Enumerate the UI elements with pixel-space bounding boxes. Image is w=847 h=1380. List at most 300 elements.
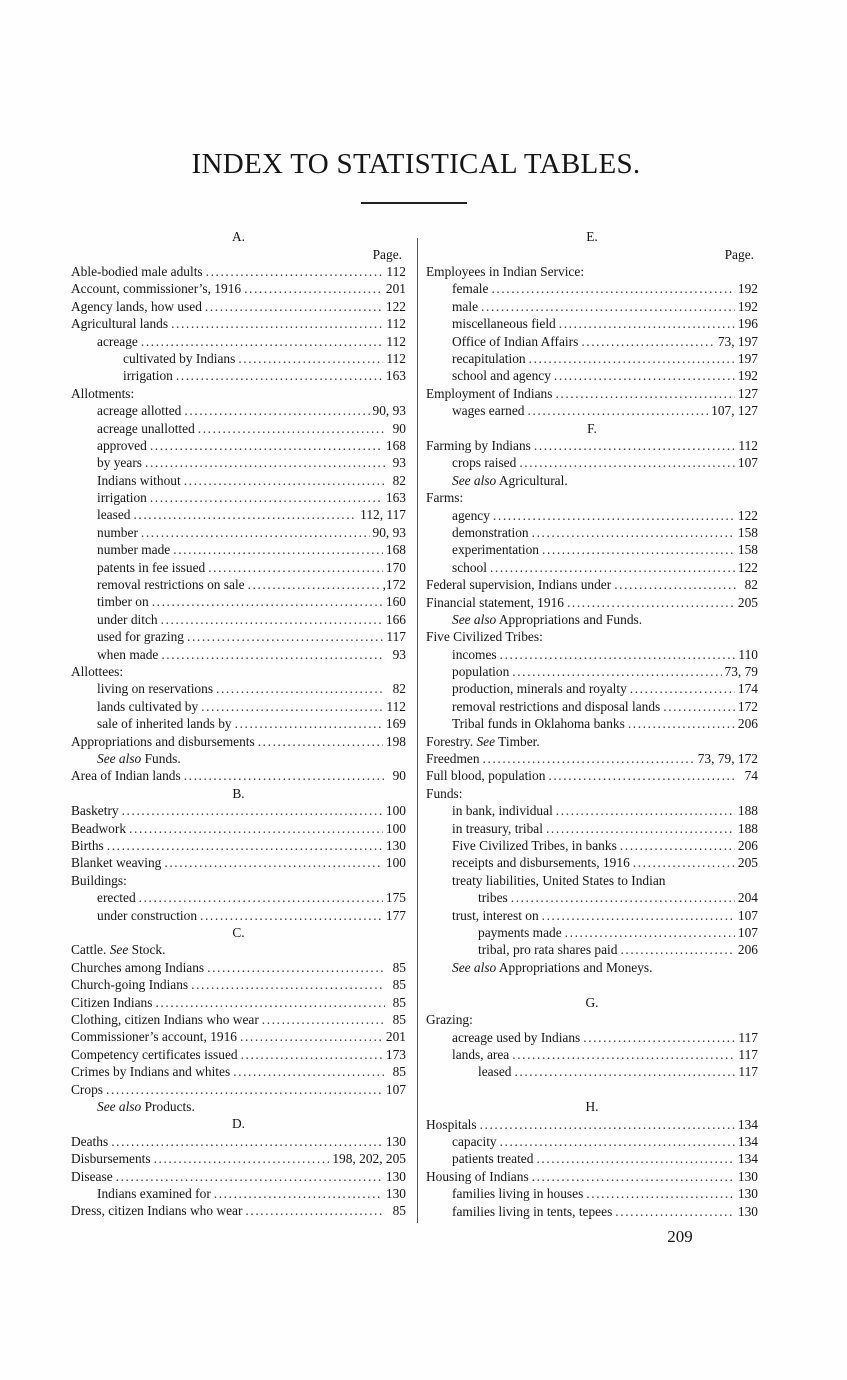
entry-page: 93 (392, 455, 406, 471)
entry-page: 134 (737, 1116, 758, 1132)
entry-label: Blanket weaving (71, 855, 162, 871)
entry-page: 90, 93 (372, 403, 406, 419)
leader-dots (133, 506, 357, 523)
leader-dots (491, 280, 734, 297)
index-entry (426, 1046, 758, 1063)
section-letter: C. (232, 924, 245, 940)
entry-page: 130 (385, 838, 406, 853)
entry-page: ,172 (382, 577, 406, 593)
index-entry (71, 994, 406, 1011)
entry-page: 122 (737, 507, 758, 523)
entry-page: 82 (392, 681, 406, 697)
entry-label: irrigation (123, 368, 173, 384)
index-entry (426, 889, 758, 906)
index-entry (426, 715, 758, 732)
entry-page: 110 (738, 646, 758, 662)
entry-label: Agency lands, how used (71, 298, 202, 314)
see-target: Products. (141, 1098, 195, 1114)
entry-label: capacity (452, 1134, 497, 1150)
leader-dots (129, 820, 383, 837)
leader-dots (184, 472, 385, 489)
entry-page: 85 (392, 959, 406, 975)
entry-page: 112 (386, 316, 406, 332)
entry-label: demonstration (452, 524, 529, 540)
index-entry (71, 1011, 406, 1028)
leader-dots (244, 280, 383, 297)
leader-dots (164, 854, 383, 871)
entry-label: tribal, pro rata shares paid (478, 942, 618, 958)
index-topic (426, 263, 758, 280)
index-entry (71, 1028, 406, 1045)
see-reference-text (452, 611, 642, 628)
see-target: Timber. (495, 733, 540, 749)
leader-dots (493, 507, 735, 524)
leader-dots (630, 680, 735, 697)
entry-page: 198, 202, 205 (332, 1151, 406, 1167)
entry-label: Account, commissioner’s, 1916 (71, 281, 242, 297)
index-entry (426, 1203, 758, 1220)
leader-dots (106, 1081, 383, 1098)
leader-dots (528, 402, 709, 419)
entry-label: Area of Indian lands (71, 768, 181, 784)
see-label: See (109, 942, 129, 958)
index-entry (71, 1133, 406, 1150)
entry-label: number made (97, 542, 171, 558)
entry-page: 169 (385, 716, 406, 732)
see-reference (71, 750, 406, 767)
entry-page: 188 (737, 803, 758, 819)
leader-dots (198, 420, 385, 437)
leader-dots (490, 559, 735, 576)
entry-label: Deaths (71, 1133, 109, 1149)
see-reference-text (97, 750, 181, 767)
index-entry (71, 698, 406, 715)
entry-label: families living in tents, tepees (452, 1203, 613, 1219)
leader-dots (150, 437, 383, 454)
entry-label: Births (71, 838, 104, 853)
index-entry (71, 715, 406, 732)
index-entry (71, 1185, 406, 1202)
entry-page: 163 (385, 368, 406, 384)
index-entry (426, 837, 758, 854)
entry-label: payments made (478, 924, 562, 940)
leader-dots (176, 367, 383, 384)
entry-label: female (452, 281, 489, 297)
entry-label: Dress, citizen Indians who wear (71, 1203, 243, 1219)
index-entry (71, 907, 406, 924)
entry-label: Full blood, population (426, 768, 546, 784)
entry-page: 205 (737, 594, 758, 610)
entry-page: 85 (392, 977, 406, 993)
leader-dots (483, 750, 695, 767)
index-entry (426, 646, 758, 663)
entry-label: treaty liabilities, United States to Indian (452, 872, 666, 888)
see-target: Appropriations and Funds. (496, 611, 643, 627)
entry-label: Freedmen (426, 751, 480, 767)
see-label: See also (452, 611, 497, 627)
leader-dots (205, 298, 383, 315)
index-entry (426, 820, 758, 837)
entry-page: 73, 79, 172 (697, 751, 758, 767)
see-reference (426, 611, 758, 628)
entry-page: 85 (392, 994, 406, 1010)
leader-dots (245, 1202, 385, 1219)
entry-label: removal restrictions on sale (97, 577, 245, 593)
entry-label: when made (97, 646, 159, 662)
entry-page: 117 (386, 629, 406, 645)
index-entry (71, 263, 406, 280)
leader-dots (141, 524, 370, 541)
index-entry (426, 559, 758, 576)
entry-label: acreage (97, 333, 138, 349)
index-entry (71, 524, 406, 541)
entry-page: 170 (385, 559, 406, 575)
entry-label: families living in houses (452, 1186, 584, 1202)
entry-label: Financial statement, 1916 (426, 594, 564, 610)
entry-page: 168 (385, 542, 406, 558)
index-topic (426, 785, 758, 802)
index-entry (71, 1150, 406, 1167)
entry-page: 127 (737, 385, 758, 401)
leader-dots (139, 889, 383, 906)
entry-label: Appropriations and disbursements (71, 733, 255, 749)
index-entry (426, 298, 758, 315)
entry-label: lands cultivated by (97, 698, 199, 714)
leader-dots (586, 1185, 735, 1202)
entry-page: 117 (738, 1046, 758, 1062)
entry-label: school and agency (452, 368, 551, 384)
entry-label: Basketry (71, 803, 119, 819)
leader-dots (583, 1029, 735, 1046)
see-reference-text (71, 941, 165, 958)
leader-dots (150, 489, 383, 506)
leader-dots (152, 593, 383, 610)
leader-dots (511, 889, 735, 906)
see-label: See also (97, 1098, 142, 1114)
index-entry (426, 1133, 758, 1150)
entry-page: 192 (737, 298, 758, 314)
leader-dots (238, 350, 383, 367)
entry-page: 90 (392, 768, 406, 784)
index-entry (71, 854, 406, 871)
entry-label: population (452, 664, 510, 680)
entry-page: 168 (385, 437, 406, 453)
entry-page: 93 (392, 646, 406, 662)
entry-page: 74 (744, 768, 758, 784)
index-entry (71, 976, 406, 993)
column-divider (417, 238, 418, 1223)
leader-dots (184, 767, 385, 784)
leader-dots (581, 333, 715, 350)
index-entry (426, 854, 758, 871)
index-entry (71, 837, 406, 854)
entry-label: patients treated (452, 1151, 534, 1167)
see-reference (426, 733, 758, 750)
leader-dots (241, 1046, 383, 1063)
leader-dots (262, 1011, 385, 1028)
entry-label: number (97, 524, 138, 540)
entry-label: removal restrictions and disposal lands (452, 698, 661, 714)
index-entry (426, 802, 758, 819)
leader-dots (481, 298, 735, 315)
index-entry (426, 333, 758, 350)
leader-dots (107, 837, 383, 854)
leader-dots (542, 907, 735, 924)
entry-label: lands, area (452, 1046, 510, 1062)
entry-page: 100 (385, 820, 406, 836)
entry-label: timber on (97, 594, 149, 610)
entry-label: Indians without (97, 472, 181, 488)
entry-label: Employees in Indian Service: (426, 264, 585, 279)
entry-label: Disease (71, 1168, 113, 1184)
index-entry (71, 489, 406, 506)
leader-dots (122, 802, 383, 819)
leader-dots (161, 611, 383, 628)
index-entry (71, 298, 406, 315)
entry-label: Church-going Indians (71, 977, 189, 993)
entry-page: 73, 197 (717, 333, 758, 349)
index-entry (71, 1202, 406, 1219)
section-letter: G. (585, 994, 599, 1010)
index-entry (71, 1063, 406, 1080)
entry-page: 163 (385, 490, 406, 506)
entry-page: 112, 117 (360, 507, 406, 523)
entry-page: 177 (385, 907, 406, 923)
entry-label: Indians examined for (97, 1186, 211, 1202)
page-title: INDEX TO STATISTICAL TABLES. (191, 148, 641, 180)
index-topic (71, 663, 406, 680)
entry-label: Federal supervision, Indians under (426, 577, 612, 593)
leader-dots (141, 333, 384, 350)
leader-dots (556, 802, 735, 819)
entry-page: 130 (385, 1133, 406, 1149)
entry-page: 173 (385, 1046, 406, 1062)
index-entry (426, 924, 758, 941)
leader-dots (161, 646, 385, 663)
entry-label: acreage allotted (97, 403, 182, 419)
entry-page: 90, 93 (372, 524, 406, 540)
entry-page: 198 (385, 733, 406, 749)
index-entry (71, 576, 406, 593)
entry-page: 82 (392, 472, 406, 488)
leader-dots (111, 1133, 383, 1150)
index-entry (426, 350, 758, 367)
index-entry (426, 663, 758, 680)
entry-label: Clothing, citizen Indians who wear (71, 1012, 259, 1028)
index-entry (426, 437, 758, 454)
entry-page: 122 (385, 298, 406, 314)
entry-label: Able-bodied male adults (71, 264, 203, 279)
spacer (426, 976, 758, 994)
index-entry (71, 420, 406, 437)
see-target: Appropriations and Moneys. (496, 959, 653, 975)
entry-label: Funds: (426, 785, 463, 801)
index-entry (71, 315, 406, 332)
entry-label: acreage unallotted (97, 420, 195, 436)
entry-label: Churches among Indians (71, 959, 205, 975)
entry-page: 90 (392, 420, 406, 436)
entry-label: in treasury, tribal (452, 820, 543, 836)
index-entry (71, 333, 406, 350)
entry-page: 107 (737, 907, 758, 923)
index-entry (71, 350, 406, 367)
see-reference-text (452, 472, 568, 489)
leader-dots (519, 454, 735, 471)
see-target: Funds. (141, 750, 181, 766)
entry-page: 130 (737, 1186, 758, 1202)
entry-page: 85 (392, 1064, 406, 1080)
leader-dots (615, 1203, 735, 1220)
entry-label: production, minerals and royalty (452, 681, 627, 697)
see-label: See also (97, 750, 142, 766)
index-entry (426, 680, 758, 697)
index-entry (71, 437, 406, 454)
entry-page: 192 (737, 368, 758, 384)
page-column-header: Page. (724, 246, 754, 262)
entry-label: erected (97, 890, 136, 906)
entry-page: 122 (737, 559, 758, 575)
index-topic (71, 385, 406, 402)
entry-label: Citizen Indians (71, 994, 153, 1010)
entry-page: 206 (737, 942, 758, 958)
index-entry (71, 593, 406, 610)
entry-label: Office of Indian Affairs (452, 333, 579, 349)
entry-page: 130 (737, 1168, 758, 1184)
entry-label: by years (97, 455, 142, 471)
entry-label: Disbursements (71, 1151, 151, 1167)
index-entry (71, 1081, 406, 1098)
entry-label: Five Civilized Tribes: (426, 629, 543, 645)
leader-dots (565, 924, 735, 941)
entry-page: 166 (385, 611, 406, 627)
leader-dots (154, 1150, 330, 1167)
entry-label: Employment of Indians (426, 385, 553, 401)
leader-dots (173, 541, 383, 558)
entry-page: 196 (737, 316, 758, 332)
index-entry (71, 280, 406, 297)
index-entry (71, 889, 406, 906)
entry-label: trust, interest on (452, 907, 539, 923)
index-topic (426, 1011, 758, 1028)
see-reference (71, 941, 406, 958)
index-entry (71, 506, 406, 523)
section-letter: A. (231, 229, 246, 244)
entry-page: 206 (737, 716, 758, 732)
leader-dots (628, 715, 735, 732)
leader-dots (555, 385, 734, 402)
index-entry (71, 1046, 406, 1063)
leader-dots (500, 646, 736, 663)
index-column-right (426, 228, 758, 1220)
entry-page: 117 (738, 1064, 758, 1080)
index-entry (71, 454, 406, 471)
entry-page: 188 (737, 820, 758, 836)
entry-page: 82 (744, 577, 758, 593)
index-entry (426, 507, 758, 524)
entry-label: experimentation (452, 542, 540, 558)
index-entry (426, 907, 758, 924)
entry-label: acreage used by Indians (452, 1029, 581, 1045)
index-entry (71, 802, 406, 819)
index-entry (426, 698, 758, 715)
leader-dots (548, 767, 737, 784)
entry-page: 130 (737, 1203, 758, 1219)
index-entry (71, 541, 406, 558)
leader-dots (191, 976, 385, 993)
leader-dots (155, 994, 385, 1011)
entry-label: receipts and disbursements, 1916 (452, 855, 630, 871)
entry-page: 201 (385, 1029, 406, 1045)
entry-label: tribes (478, 890, 508, 906)
entry-label: leased (478, 1064, 512, 1080)
entry-page: 197 (737, 350, 758, 366)
index-entry (426, 1168, 758, 1185)
index-entry (71, 733, 406, 750)
see-reference-text (452, 959, 652, 976)
index-entry (426, 1116, 758, 1133)
entry-page: 112 (386, 350, 406, 366)
entry-label: in bank, individual (452, 803, 553, 819)
entry-page: 112 (386, 698, 406, 714)
index-entry (426, 767, 758, 784)
entry-page: 206 (737, 838, 758, 853)
see-reference-text (426, 733, 540, 750)
leader-dots (534, 437, 736, 454)
entry-page: 204 (737, 890, 758, 906)
leader-dots (171, 315, 383, 332)
see-target: Stock. (128, 942, 166, 958)
entry-label: Allotments: (71, 385, 135, 401)
leader-dots (248, 576, 380, 593)
leader-dots (633, 854, 735, 871)
index-entry (71, 559, 406, 576)
page-column-header: Page. (372, 246, 402, 262)
section-letter: E. (586, 229, 598, 244)
entry-label: male (452, 298, 479, 314)
leader-dots (614, 576, 737, 593)
see-reference (426, 959, 758, 976)
index-entry (71, 628, 406, 645)
entry-label: Beadwork (71, 820, 127, 836)
leader-dots (184, 402, 369, 419)
entry-label: agency (452, 507, 490, 523)
entry-label: under ditch (97, 611, 158, 627)
index-entry (426, 1150, 758, 1167)
index-entry (71, 680, 406, 697)
leader-dots (532, 1168, 735, 1185)
entry-label: leased (97, 507, 131, 523)
entry-label: sale of inherited lands by (97, 716, 232, 732)
leader-dots (512, 1046, 735, 1063)
entry-page: 158 (737, 542, 758, 558)
index-entry (426, 594, 758, 611)
index-entry (426, 280, 758, 297)
title-rule (361, 202, 467, 204)
entry-label: Allottees: (71, 663, 124, 679)
leader-dots (542, 541, 735, 558)
entry-page: 107 (385, 1081, 406, 1097)
section-letter: D. (231, 1116, 246, 1132)
entry-label: Crops (71, 1081, 103, 1097)
leader-dots (620, 941, 734, 958)
entry-label: Hospitals (426, 1116, 477, 1132)
entry-page: 100 (385, 855, 406, 871)
entry-page: 112 (738, 438, 758, 454)
entry-label: approved (97, 437, 147, 453)
index-entry (426, 385, 758, 402)
index-entry (426, 402, 758, 419)
index-entry (71, 367, 406, 384)
